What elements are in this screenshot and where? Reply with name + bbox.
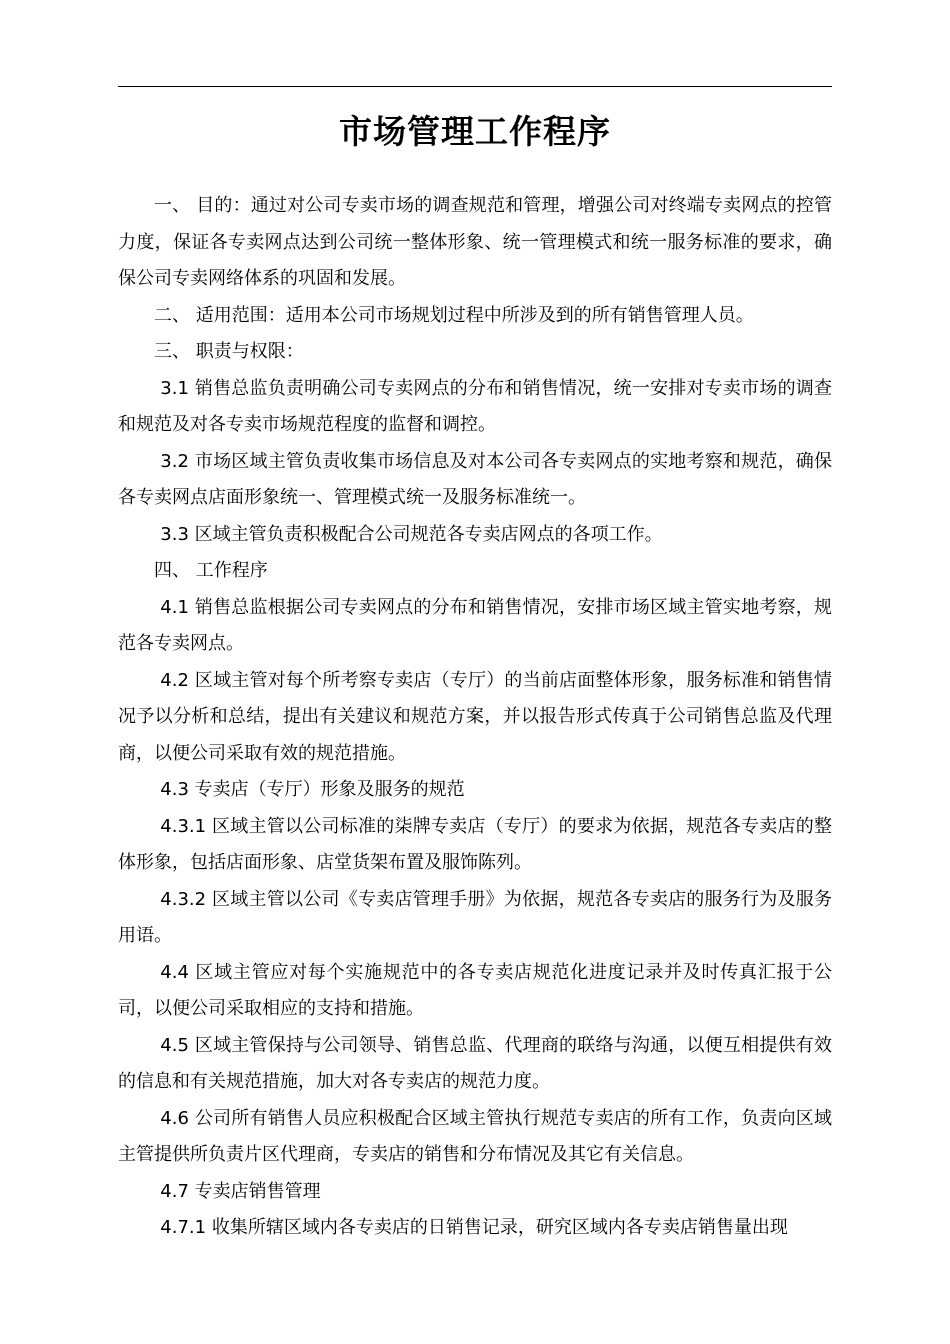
paragraph-purpose: 一、 目的：通过对公司专卖市场的调查规范和管理，增强公司对终端专卖网点的控管力度，保证各专卖网点达到公司统一整体形象、统一管理模式和统一服务标准的要求，确保公司专卖网络体系的巩固和发展。 — [118, 195, 832, 289]
document-title: 市场管理工作程序 — [339, 112, 611, 151]
paragraph-scope: 二、 适用范围：适用本公司市场规划过程中所涉及到的所有销售管理人员。 — [154, 304, 754, 326]
paragraph-4-7-1: 4.7.1 收集所辖区域内各专卖店的日销售记录，研究区域内各专卖店销售量出现 — [160, 1217, 788, 1238]
paragraph-3-1: 3.1 销售总监负责明确公司专卖网点的分布和销售情况，统一安排对专卖市场的调查和规范及对各专卖市场规范程度的监督和调控。 — [118, 377, 832, 435]
paragraph-4-3: 4.3 专卖店（专厅）形象及服务的规范 — [160, 779, 465, 800]
paragraph-4-3-2: 4.3.2 区域主管以公司《专卖店管理手册》为依据，规范各专卖店的服务行为及服务用语。 — [118, 888, 832, 946]
paragraph-responsibilities-heading: 三、 职责与权限： — [154, 341, 304, 362]
document-body — [118, 188, 832, 1247]
paragraph-4-6: 4.6 公司所有销售人员应积极配合区域主管执行规范专卖店的所有工作，负责向区域主管提供所负责片区代理商，专卖店的销售和分布情况及其它有关信息。 — [118, 1107, 832, 1165]
paragraph-procedure-heading: 四、 工作程序 — [154, 560, 268, 581]
paragraph-4-2: 4.2 区域主管对每个所考察专卖店（专厅）的当前店面整体形象，服务标准和销售情况予以分析和总结，提出有关建议和规范方案，并以报告形式传真于公司销售总监及代理商，以便公司采取有效的规范措施。 — [118, 669, 832, 764]
paragraph-4-4: 4.4 区域主管应对每个实施规范中的各专卖店规范化进度记录并及时传真汇报于公司，以便公司采取相应的支持和措施。 — [118, 961, 832, 1019]
header-rule — [118, 86, 832, 87]
paragraph-4-7: 4.7 专卖店销售管理 — [160, 1180, 321, 1202]
paragraph-4-1: 4.1 销售总监根据公司专卖网点的分布和销售情况，安排市场区域主管实地考察，规范各专卖网点。 — [118, 596, 832, 654]
paragraph-4-3-1: 4.3.1 区域主管以公司标准的柒牌专卖店（专厅）的要求为依据，规范各专卖店的整体形象，包括店面形象、店堂货架布置及服饰陈列。 — [118, 815, 832, 873]
paragraph-4-5: 4.5 区域主管保持与公司领导、销售总监、代理商的联络与沟通，以便互相提供有效的信息和有关规范措施，加大对各专卖店的规范力度。 — [118, 1034, 832, 1092]
paragraph-3-3: 3.3 区域主管负责积极配合公司规范各专卖店网点的各项工作。 — [160, 523, 663, 545]
paragraph-3-2: 3.2 市场区域主管负责收集市场信息及对本公司各专卖网点的实地考察和规范，确保各专卖网点店面形象统一、管理模式统一及服务标准统一。 — [118, 450, 832, 508]
